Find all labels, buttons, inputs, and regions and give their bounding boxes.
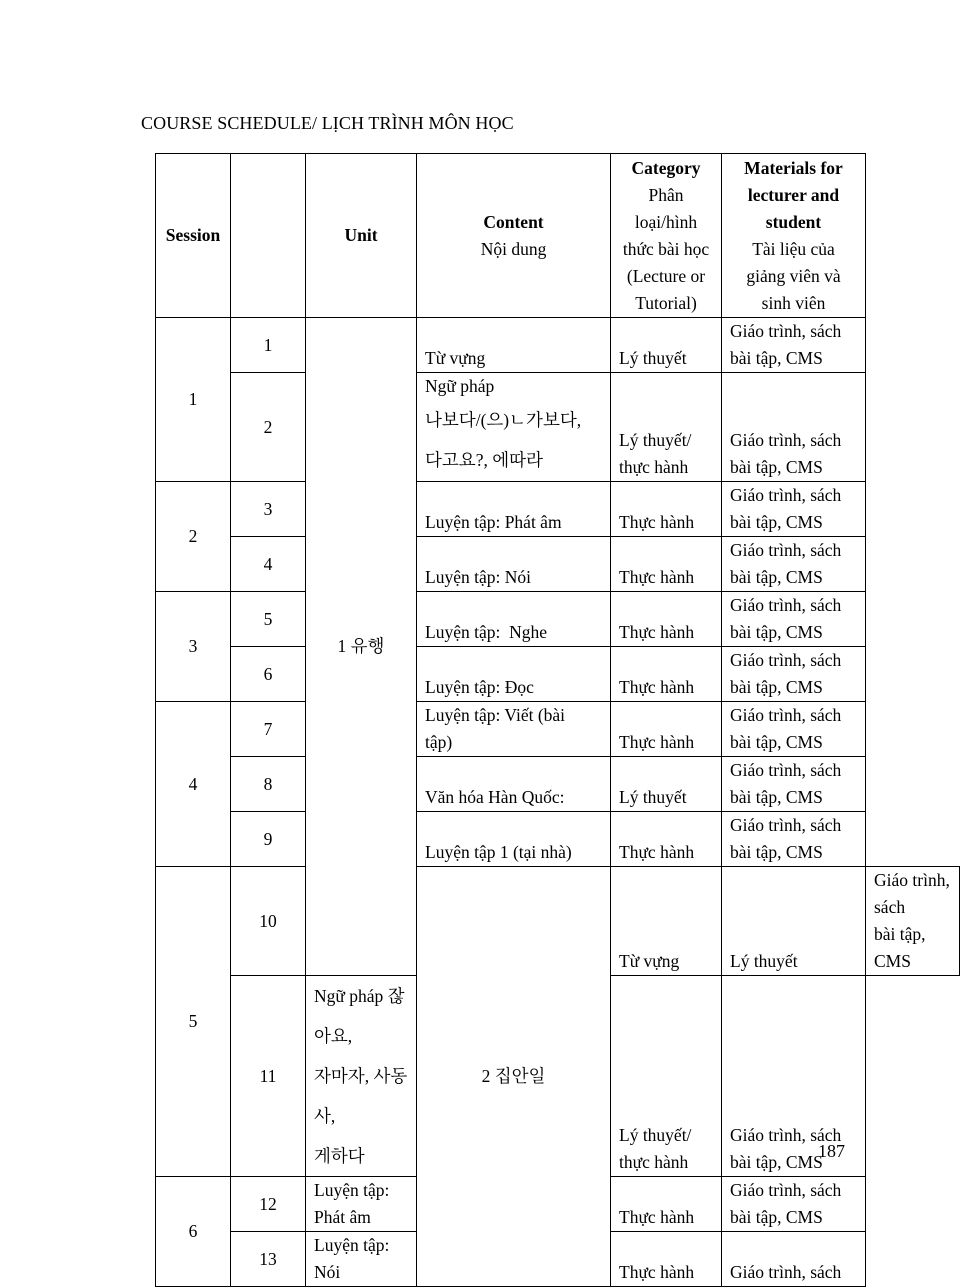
header-materials: Materials for lecturer and student Tài liệu của giảng viên và sinh viên — [722, 154, 866, 318]
content-cell: Ngữ pháp 잖아요, 자마자, 사동사, 게하다 — [306, 976, 417, 1177]
category-cell: Thực hành — [611, 592, 722, 647]
materials-cell: Giáo trình, sách bài tập, CMS — [722, 373, 866, 482]
content-cell: Từ vựng — [611, 867, 722, 976]
materials-cell: Giáo trình, sách bài tập, CMS — [866, 867, 960, 976]
category-cell: Thực hành — [611, 482, 722, 537]
materials-cell: Giáo trình, sách bài tập, CMS — [722, 976, 866, 1177]
content-cell: Luyện tập: Phát âm — [306, 1177, 417, 1232]
row-number: 2 — [231, 373, 306, 482]
table-row — [156, 757, 960, 812]
session-cell: 2 — [156, 482, 231, 592]
content-cell: Văn hóa Hàn Quốc: — [417, 757, 611, 812]
row-number: 8 — [231, 757, 306, 812]
row-number: 9 — [231, 812, 306, 867]
table-row — [156, 812, 960, 867]
row-number: 4 — [231, 537, 306, 592]
category-cell: Lý thuyết/ thực hành — [611, 373, 722, 482]
table-row — [156, 702, 960, 757]
table-row — [156, 482, 960, 537]
header-row — [156, 154, 960, 318]
materials-cell: Giáo trình, sách bài tập, CMS — [722, 592, 866, 647]
session-cell: 5 — [156, 867, 231, 1177]
header-session: Session — [156, 154, 231, 318]
table-row — [156, 373, 960, 482]
category-cell: Thực hành — [611, 1232, 722, 1287]
materials-cell: Giáo trình, sách bài tập, CMS — [722, 812, 866, 867]
content-cell: Luyện tập: Nghe — [417, 592, 611, 647]
table-row — [156, 647, 960, 702]
table-row — [156, 867, 960, 976]
unit-cell: 2 집안일 — [417, 867, 611, 1287]
category-cell: Lý thuyết — [611, 318, 722, 373]
header-category: Category Phân loại/hình thức bài học (Lecture or Tutorial) — [611, 154, 722, 318]
content-cell: Luyện tập: Nói — [417, 537, 611, 592]
row-number: 6 — [231, 647, 306, 702]
session-cell: 4 — [156, 702, 231, 867]
category-cell: Lý thuyết — [611, 757, 722, 812]
content-cell: Luyện tập: Nói — [306, 1232, 417, 1287]
page-heading: COURSE SCHEDULE/ LỊCH TRÌNH MÔN HỌC — [141, 113, 514, 133]
unit-cell: 1 유행 — [306, 318, 417, 976]
session-cell: 3 — [156, 592, 231, 702]
category-cell: Thực hành — [611, 537, 722, 592]
materials-cell: Giáo trình, sách bài tập, CMS — [722, 537, 866, 592]
materials-cell: Giáo trình, sách bài tập, CMS — [722, 647, 866, 702]
row-number: 13 — [231, 1232, 306, 1287]
content-cell: Luyện tập 1 (tại nhà) — [417, 812, 611, 867]
materials-cell: Giáo trình, sách bài tập, CMS — [722, 1177, 866, 1232]
page-number: 187 — [818, 1141, 845, 1161]
table-row — [156, 318, 960, 373]
materials-cell: Giáo trình, sách bài tập, CMS — [722, 482, 866, 537]
session-cell: 1 — [156, 318, 231, 482]
materials-cell: Giáo trình, sách bài tập, CMS — [722, 757, 866, 812]
content-cell: Luyện tập: Viết (bài tập) — [417, 702, 611, 757]
content-cell: Từ vựng — [417, 318, 611, 373]
materials-cell: Giáo trình, sách — [722, 1232, 866, 1287]
row-number: 5 — [231, 592, 306, 647]
row-number: 10 — [231, 867, 306, 976]
header-unit: Unit — [306, 154, 417, 318]
header-number — [231, 154, 306, 318]
row-number: 3 — [231, 482, 306, 537]
row-number: 7 — [231, 702, 306, 757]
course-schedule-table — [155, 153, 960, 1287]
header-content: Content Nội dung — [417, 154, 611, 318]
category-cell: Thực hành — [611, 1177, 722, 1232]
content-cell: Ngữ pháp 나보다/(으)ㄴ가보다, 다고요?, 에따라 — [417, 373, 611, 482]
category-cell: Thực hành — [611, 812, 722, 867]
row-number: 12 — [231, 1177, 306, 1232]
session-cell: 6 — [156, 1177, 231, 1287]
category-cell: Thực hành — [611, 702, 722, 757]
content-cell: Luyện tập: Đọc — [417, 647, 611, 702]
table-row — [156, 537, 960, 592]
content-cell: Luyện tập: Phát âm — [417, 482, 611, 537]
table-row — [156, 592, 960, 647]
row-number: 1 — [231, 318, 306, 373]
category-cell: Thực hành — [611, 647, 722, 702]
materials-cell: Giáo trình, sách bài tập, CMS — [722, 702, 866, 757]
materials-cell: Giáo trình, sách bài tập, CMS — [722, 318, 866, 373]
category-cell: Lý thuyết/ thực hành — [611, 976, 722, 1177]
row-number: 11 — [231, 976, 306, 1177]
category-cell: Lý thuyết — [722, 867, 866, 976]
